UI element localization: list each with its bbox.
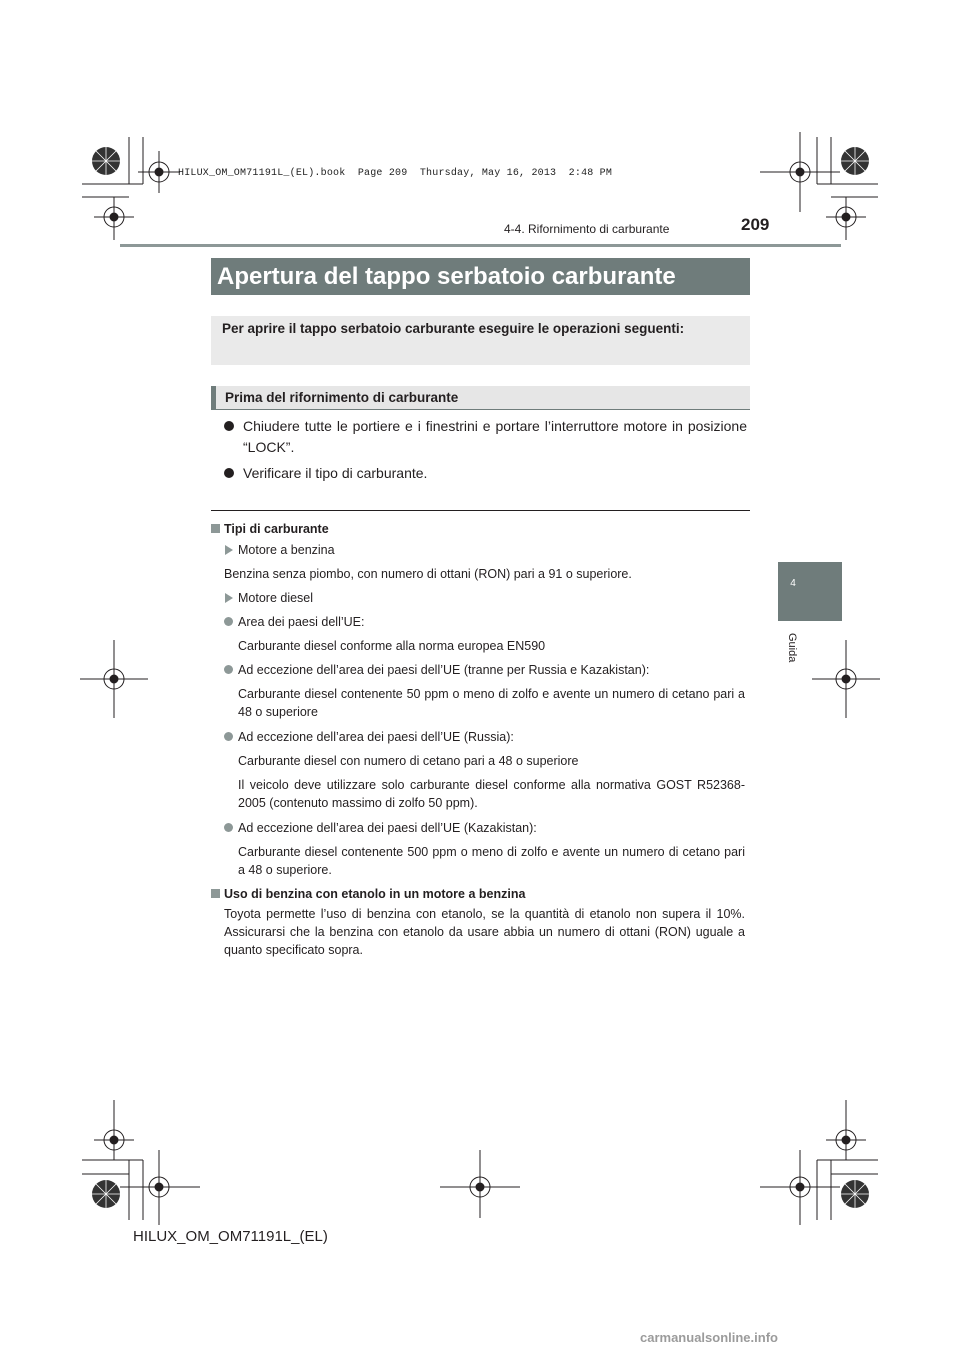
intro-box bbox=[211, 316, 750, 365]
bullet-text: Verificare il tipo di carburante. bbox=[243, 465, 428, 481]
square-bullet-icon bbox=[211, 889, 220, 898]
diesel-label: Motore diesel bbox=[238, 591, 314, 605]
subsection-heading: Prima del rifornimento di carburante bbox=[211, 386, 750, 410]
chapter-tab-number: 4 bbox=[790, 578, 796, 589]
russia-text-2: Il veicolo deve utilizzare solo carburante diesel conforme alla normativa GOST R52368-2005 (contenuto massimo di zolfo 50 ppm). bbox=[238, 778, 745, 810]
watermark: carmanualsonline.info bbox=[640, 1330, 778, 1345]
page-title: Apertura del tappo serbatoio carburante bbox=[211, 258, 750, 295]
footer-doc-id: HILUX_OM_OM71191L_(EL) bbox=[133, 1228, 328, 1245]
page-number: 209 bbox=[741, 215, 770, 234]
bullet-item bbox=[224, 416, 747, 458]
chapter-tab-label: Guida bbox=[786, 633, 798, 663]
ethanol-text: Toyota permette l’uso di benzina con etanolo, se la quantità di etanolo non supera il 10%. Assicurarsi che la benzina con etanolo da usare abbia un numero di ottani (RON) uguale a quanto specificato sopra. bbox=[224, 907, 745, 957]
bullet-text: Chiudere tutte le portiere e i finestrini e portare l’interruttore motore in posizione “LOCK”. bbox=[243, 418, 747, 455]
petrol-text: Benzina senza piombo, con numero di ottani (RON) pari a 91 o superiore. bbox=[224, 567, 632, 581]
bullet-item bbox=[224, 463, 747, 484]
section-heading: 4-4. Rifornimento di carburante bbox=[504, 222, 670, 236]
intro-text: Per aprire il tappo serbatoio carburante eseguire le operazioni seguenti: bbox=[222, 321, 685, 336]
square-bullet-icon bbox=[211, 524, 220, 533]
dot-bullet-icon bbox=[224, 823, 233, 832]
dot-bullet-icon bbox=[224, 665, 233, 674]
eu-label: Area dei paesi dell’UE: bbox=[238, 615, 365, 629]
petrol-label: Motore a benzina bbox=[238, 543, 335, 557]
triangle-bullet-icon bbox=[225, 593, 233, 603]
kazakistan-label: Ad eccezione dell’area dei paesi dell’UE (Kazakistan): bbox=[238, 821, 537, 835]
note-heading-fuel-types: Tipi di carburante bbox=[224, 522, 329, 536]
noneu-text: Carburante diesel contenente 50 ppm o meno di zolfo e avente un numero di cetano pari a 48 o superiore bbox=[238, 687, 745, 719]
header-rule bbox=[120, 244, 841, 247]
print-info: HILUX_OM_OM71191L_(EL).book Page 209 Thursday, May 16, 2013 2:48 PM bbox=[178, 168, 613, 179]
dot-bullet-icon bbox=[224, 732, 233, 741]
eu-text: Carburante diesel conforme alla norma europea EN590 bbox=[238, 639, 546, 653]
dot-bullet-icon bbox=[224, 617, 233, 626]
bullet-dot-icon bbox=[224, 468, 234, 478]
russia-text-1: Carburante diesel con numero di cetano pari a 48 o superiore bbox=[238, 754, 579, 768]
note-heading-ethanol: Uso di benzina con etanolo in un motore a benzina bbox=[224, 887, 526, 901]
noneu-label: Ad eccezione dell’area dei paesi dell’UE (tranne per Russia e Kazakistan): bbox=[238, 663, 650, 677]
kazakistan-text: Carburante diesel contenente 500 ppm o meno di zolfo e avente un numero di cetano pari a 48 o superiore. bbox=[238, 845, 745, 877]
triangle-bullet-icon bbox=[225, 545, 233, 555]
divider bbox=[211, 510, 750, 511]
russia-label: Ad eccezione dell’area dei paesi dell’UE (Russia): bbox=[238, 730, 514, 744]
bullet-dot-icon bbox=[224, 421, 234, 431]
chapter-tab bbox=[778, 562, 842, 621]
